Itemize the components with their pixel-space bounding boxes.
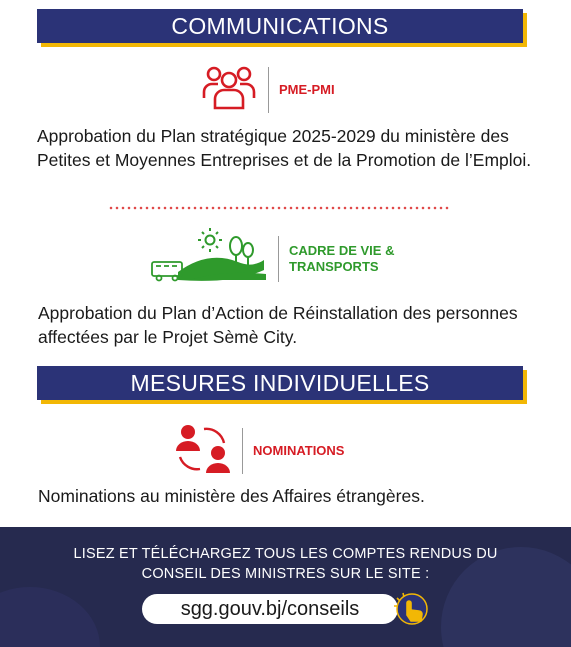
communication-text-2: Approbation du Plan d’Action de Réinstallation des personnes affectées par le Projet Sèmè City. [38,303,518,347]
people-exchange-icon [174,423,232,478]
footer-text [0,544,571,584]
communication-text-1: Approbation du Plan stratégique 2025-2029 du ministère des Petites et Moyennes Entreprises et de la Promotion de l’Emploi. [37,126,532,170]
category-label-line2: TRANSPORTS [289,258,379,274]
category-cadre-de-vie [150,228,394,289]
section-title: COMMUNICATIONS [171,13,389,39]
section-title: MESURES INDIVIDUELLES [130,370,430,396]
website-link[interactable]: sgg.gouv.bj/conseils [142,594,398,624]
category-nominations [174,423,344,478]
category-label: PME-PMI [279,82,335,97]
category-label-line1: CADRE DE VIE & [289,242,395,258]
communications-banner [37,9,523,43]
footer-line2: CONSEIL DES MINISTRES SUR LE SITE : [141,566,430,582]
category-label: NOMINATIONS [253,443,345,458]
people-group-icon [200,64,258,115]
category-label [289,243,394,275]
category-pme-pmi [200,64,335,115]
individual-measures-banner [37,366,523,400]
footer [0,527,571,647]
landscape-bus-icon [150,228,268,289]
decorative-shape [0,587,100,647]
divider [242,428,243,474]
nomination-text: Nominations au ministère des Affaires étrangères. [38,486,425,506]
divider [268,67,269,113]
dotted-separator [108,206,450,210]
divider [278,236,279,282]
footer-line1: LISEZ ET TÉLÉCHARGEZ TOUS LES COMPTES RENDUS DU [73,546,498,562]
click-hand-icon [392,591,432,625]
